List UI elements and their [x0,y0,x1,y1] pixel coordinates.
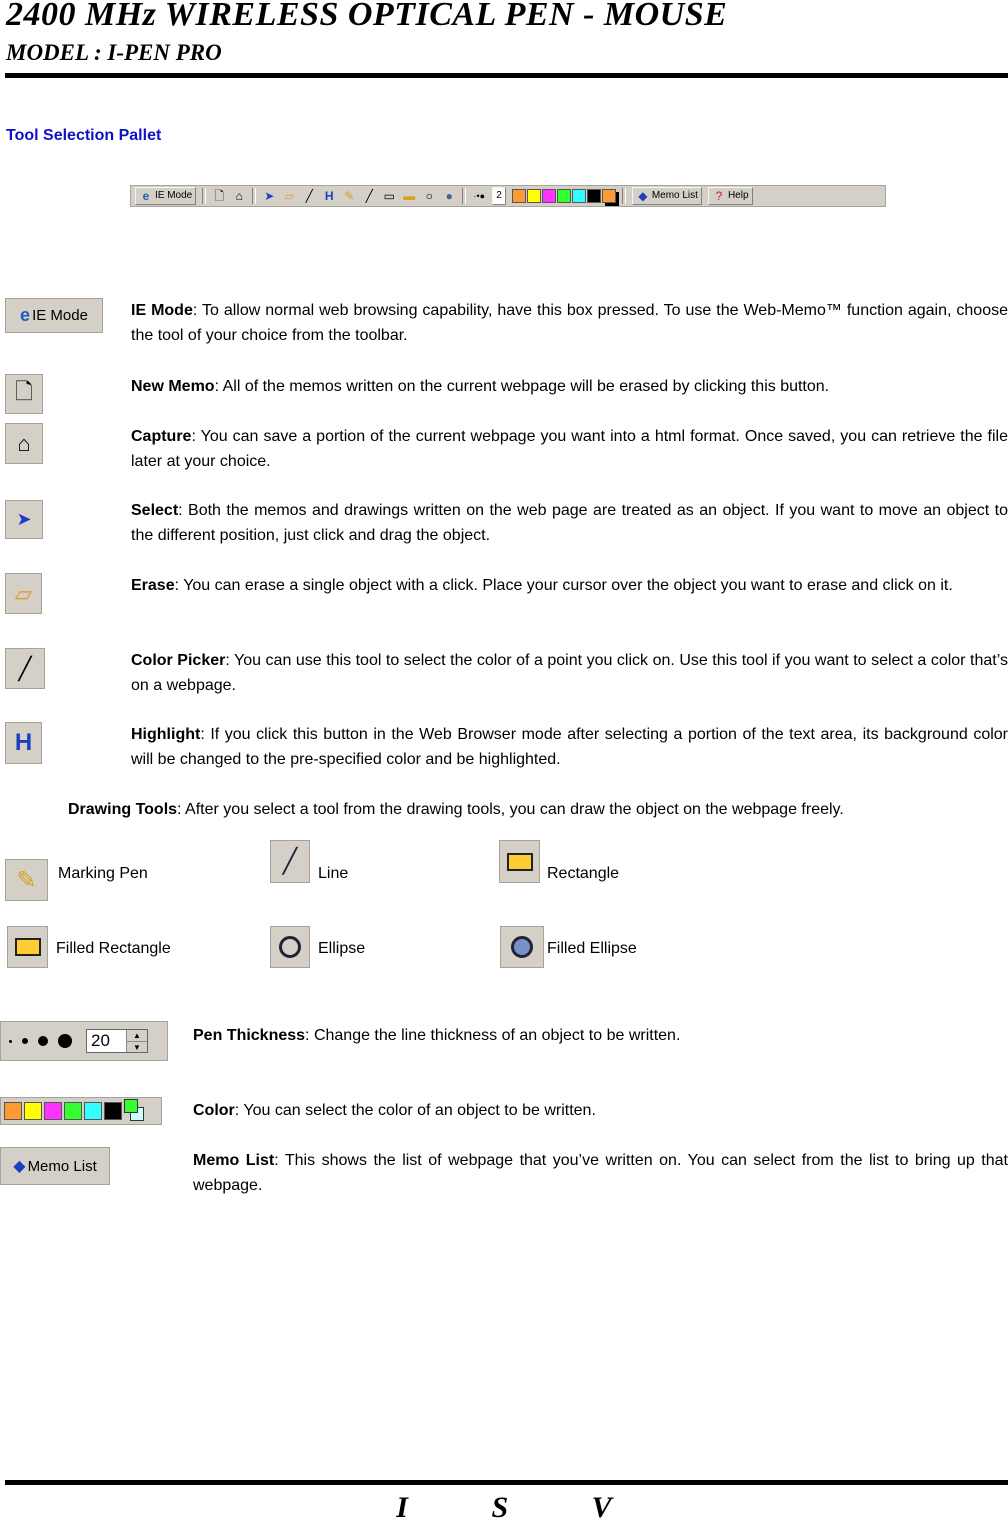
color-text: : You can select the color of an object to be written. [234,1102,596,1119]
erase-text: : You can erase a single object with a click. Place your cursor over the object you want to erase and click on it. [174,577,953,594]
swatch-orange[interactable] [4,1102,22,1120]
pallet-pen-value-text: 2 [496,190,502,201]
filled-rectangle-icon [15,938,41,956]
filled-rectangle-icon[interactable]: ▬ [403,189,416,203]
filled-ellipse-icon[interactable]: ● [445,189,453,203]
ie-logo-icon: e [142,189,150,203]
model-subtitle: MODEL : I-PEN PRO [6,40,222,65]
pallet-pen-value[interactable] [492,187,506,205]
rectangle-label: Rectangle [547,865,620,882]
pallet-separator [622,188,626,204]
swatch-magenta[interactable] [44,1102,62,1120]
color-selector [0,1097,162,1125]
select-icon[interactable]: ➤ [264,189,275,203]
filled-ellipse-icon [511,936,533,958]
filled-rectangle-button[interactable] [7,926,48,968]
erase-term: Erase [131,577,175,594]
capture-button[interactable] [5,423,43,464]
thickness-4-dot[interactable] [58,1034,72,1048]
highlight-icon: H [14,729,33,756]
thickness-dots-icon[interactable]: ·•● [473,191,486,201]
marking-pen-label: Marking Pen [58,865,148,882]
filled-rectangle-label: Filled Rectangle [56,940,171,957]
memo-list-button[interactable] [0,1147,110,1185]
pallet-color-swatches [512,189,616,203]
ellipse-label: Ellipse [318,940,366,957]
ie-mode-button-label: IE Mode [32,307,88,324]
current-color-indicator[interactable] [124,1099,148,1123]
pallet-separator [202,188,206,204]
swatch-cyan[interactable] [572,189,586,203]
pallet-ie-mode-button[interactable] [135,187,196,205]
swatch-green[interactable] [64,1102,82,1120]
section-title: Tool Selection Pallet [6,127,162,144]
thickness-2-dot[interactable] [22,1038,28,1044]
highlight-term: Highlight [131,726,201,743]
line-icon: ╱ [282,848,298,875]
stepper-up-icon[interactable]: ▲ [127,1030,147,1042]
ellipse-button[interactable] [270,926,310,968]
color-picker-icon[interactable]: ╱ [305,189,313,203]
erase-icon: ▱ [15,580,32,606]
select-term: Select [131,502,179,519]
color-description [193,1098,1008,1123]
select-text: : Both the memos and drawings written on the web page are treated as an object. If you want to move an object to the different position, just click and drag the object. [131,502,1008,544]
ellipse-icon [279,936,301,958]
stepper-arrows [126,1030,147,1052]
ellipse-icon[interactable]: ○ [425,189,433,203]
swatch-yellow[interactable] [527,189,541,203]
filled-ellipse-button[interactable] [500,926,544,968]
marking-pen-button[interactable] [5,859,48,901]
highlight-text: : If you click this button in the Web Browser mode after selecting a portion of the text area, its background color will be changed to the pre-specified color and be highlighted. [131,726,1008,768]
footer-letter-v: V [591,1491,612,1524]
capture-description [131,424,1008,474]
ie-mode-button[interactable] [5,298,103,333]
memo-list-icon: ◆ [13,1158,26,1175]
tool-selection-pallet [130,185,886,207]
footer-letter-s: S [491,1491,509,1524]
color-picker-button[interactable] [5,648,45,689]
swatch-yellow[interactable] [24,1102,42,1120]
ie-mode-description [131,298,1008,348]
swatch-black[interactable] [104,1102,122,1120]
color-picker-icon: ╱ [18,655,32,681]
ie-mode-text: : To allow normal web browsing capability, have this box pressed. To use the Web-Memo™ function again, choose the tool of your choice from the toolbar. [131,302,1008,344]
swatch-current[interactable] [602,189,616,203]
new-memo-term: New Memo [131,378,215,395]
select-button[interactable] [5,500,43,539]
footer-rule [5,1480,1008,1485]
line-button[interactable] [270,840,310,883]
pallet-help-button[interactable] [708,187,753,205]
memo-list-icon: ◆ [638,189,648,203]
pen-thickness-stepper[interactable] [86,1029,148,1053]
erase-icon[interactable]: ▱ [284,189,294,203]
new-memo-icon: 🗋 [15,379,33,404]
marking-pen-icon: ✎ [16,866,37,894]
pen-thickness-control [0,1021,168,1061]
rectangle-button[interactable] [499,840,540,883]
highlight-description [131,722,1008,772]
swatch-black[interactable] [587,189,601,203]
memo-list-button-label: Memo List [27,1157,97,1175]
rectangle-icon[interactable]: ▭ [383,189,395,203]
swatch-cyan[interactable] [84,1102,102,1120]
ie-mode-term: IE Mode [131,302,193,319]
ie-logo-icon: e [20,305,31,325]
filled-ellipse-label: Filled Ellipse [547,940,637,957]
rectangle-icon [507,853,533,871]
new-memo-text: : All of the memos written on the current webpage will be erased by clicking this button. [214,378,830,395]
thickness-1-dot[interactable] [9,1040,12,1043]
drawing-tools-term: Drawing Tools [68,801,178,818]
pen-thickness-text: : Change the line thickness of an object to be written. [305,1027,681,1044]
pallet-ie-mode-label: IE Mode [155,190,193,201]
new-memo-button[interactable] [5,374,43,414]
pallet-memo-list-button[interactable] [632,187,702,205]
line-icon[interactable]: ╱ [365,189,373,203]
color-picker-term: Color Picker [131,652,226,669]
pen-thickness-description [193,1023,1008,1048]
color-picker-description [131,648,1008,698]
new-memo-icon[interactable]: 🗋 [214,189,225,203]
capture-icon: ⌂ [17,430,31,456]
memo-list-description [193,1148,1008,1198]
line-label: Line [318,865,349,882]
color-picker-text: : You can use this tool to select the color of a point you click on. Use this tool if you want to select a color that’s on a webpage. [131,652,1008,694]
memo-list-text: : This shows the list of webpage that you’ve written on. You can select from the list to bring up that webpage. [193,1152,1008,1194]
capture-icon[interactable]: ⌂ [235,189,243,203]
swatch-green[interactable] [557,189,571,203]
marking-pen-icon[interactable]: ✎ [344,189,355,203]
pallet-memo-list-label: Memo List [651,190,698,201]
swatch-magenta[interactable] [542,189,556,203]
new-memo-description [131,374,1008,399]
capture-text: : You can save a portion of the current webpage you want into a html format. Once saved, you can retrieve the file later at your choice. [131,428,1008,470]
document-title: 2400 MHz WIRELESS OPTICAL PEN - MOUSE [6,0,728,33]
highlight-button[interactable] [5,722,42,764]
header-rule [5,73,1008,78]
stepper-down-icon[interactable]: ▼ [133,1043,141,1052]
erase-button[interactable] [5,573,42,614]
capture-term: Capture [131,428,192,445]
select-description [131,498,1008,548]
pallet-separator [462,188,466,204]
color-term: Color [193,1102,235,1119]
footer-letters [0,1491,1008,1525]
pallet-separator [252,188,256,204]
highlight-icon[interactable]: H [324,189,334,203]
pallet-help-label: Help [727,190,749,201]
swatch-orange[interactable] [512,189,526,203]
pen-thickness-value: 20 [91,1031,110,1050]
drawing-tools-text: : After you select a tool from the drawing tools, you can draw the object on the webpage freely. [177,801,844,818]
memo-list-term: Memo List [193,1152,275,1169]
pen-thickness-term: Pen Thickness [193,1027,306,1044]
select-icon: ➤ [16,509,32,529]
help-icon: ? [715,189,723,203]
erase-description [131,573,1008,598]
thickness-3-dot[interactable] [38,1036,48,1046]
footer-letter-i: I [396,1491,408,1524]
drawing-tools-description [68,797,998,822]
